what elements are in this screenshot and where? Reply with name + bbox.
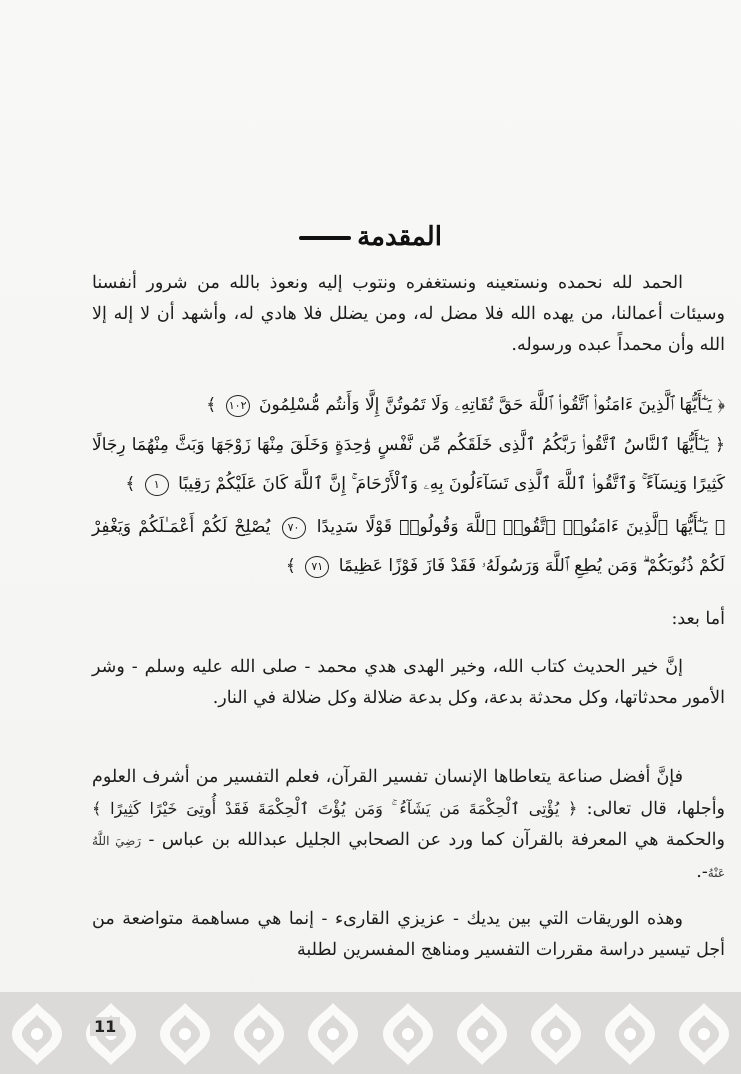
verse-block-3 [92, 508, 725, 586]
paragraph-2 [92, 762, 725, 889]
arabesque-ornament-icon [379, 1001, 437, 1067]
page-heading [0, 222, 741, 252]
intro-paragraph [92, 268, 725, 361]
arabesque-ornament-icon [527, 1001, 585, 1067]
arabesque-ornament-icon [675, 1001, 733, 1067]
heading-flourish [299, 236, 351, 240]
verse-text: ﴿ يَـٰٓأَيُّهَا ٱلنَّاسُ ٱتَّقُوا۟ رَبَّكُمُ ٱلَّذِى خَلَقَكُم مِّن نَّفْسٍ وَٰحِدَةٍ وَخَلَقَ مِنْهَا زَوْجَهَا وَبَثَّ مِنْهُمَا رِجَالًا كَثِيرًا وَنِسَآءً ۚ وَٱتَّقُوا۟ ٱللَّهَ ٱلَّذِى تَسَآءَلُونَ بِهِۦ وَٱلْأَرْحَامَ ۚ إِنَّ ٱللَّهَ كَانَ عَلَيْكُمْ رَقِيبًا [92, 435, 725, 494]
arabesque-ornament-icon [453, 1001, 511, 1067]
paragraph-2-end: -. [696, 862, 708, 882]
amma-baad [92, 604, 725, 635]
verse-text-continued: يُصْلِحْ لَكُمْ أَعْمَـٰلَكُمْ وَيَغْفِرْ لَكُمْ ذُنُوبَكُمْ ۗ وَمَن يُطِعِ ٱللَّهَ وَرَسُولَهُۥ فَقَدْ فَازَ فَوْزًا عَظِيمًا [92, 517, 725, 576]
paragraph-2-text-a: فإنَّ أفضل صناعة يتعاطاها الإنسان تفسير القرآن، فعلم التفسير من أشرف العلوم وأجلها، قال تعالى: [92, 767, 726, 819]
honorific-glyph: رَضِيَ اللَّهُ عَنْهُ [92, 834, 725, 880]
paragraph-1 [92, 652, 725, 714]
paragraph-2-text-b: والحكمة هي المعرفة بالقرآن كما ورد عن الصحابي الجليل عبدالله بن عباس - [148, 830, 725, 850]
verse-number: ١ [145, 474, 169, 496]
paragraph-3 [92, 904, 725, 966]
ornamental-footer [0, 992, 741, 1074]
amma-baad-text: أما بعد: [671, 609, 725, 629]
verse-text: ﴿ يَـٰٓأَيُّهَا ٱلَّذِينَ ءَامَنُوا۟ ٱتَّقُوا۟ ٱللَّهَ وَقُولُوا۟ قَوْلًا سَدِيدًا [316, 517, 726, 537]
arabesque-ornament-icon [601, 1001, 659, 1067]
verse-number: ٧١ [305, 556, 329, 578]
verse-close-bracket: ﴾ [206, 395, 217, 415]
paragraph-1-text: إنَّ خير الحديث كتاب الله، وخير الهدى هدي محمد - صلى الله عليه وسلم - وشر الأمور محدثاتها، وكل محدثة بدعة، وكل بدعة ضلالة وكل ضلالة في النار. [92, 657, 725, 708]
verse-close-bracket: ﴾ [285, 556, 296, 576]
verse-block-1 [92, 386, 725, 425]
arabesque-ornament-icon [156, 1001, 214, 1067]
arabesque-ornament-icon [8, 1001, 66, 1067]
paragraph-3-text: وهذه الوريقات التي بين يديك - عزيزي القارىء - إنما هي مساهمة متواضعة من أجل تيسير دراسة مقررات التفسير ومناهج المفسرين لطلبة [92, 909, 725, 960]
arabesque-ornament-icon [230, 1001, 288, 1067]
verse-number: ٧٠ [282, 517, 306, 539]
arabesque-ornament-icon [304, 1001, 362, 1067]
intro-text: الحمد لله نحمده ونستعينه ونستغفره ونتوب إليه ونعوذ بالله من شرور أنفسنا وسيئات أعمالنا، من يهده الله فلا مضل له، ومن يضلل فلا هادي له، وأشهد أن لا إله إلا الله وأن محمداً عبده ورسوله. [92, 273, 725, 355]
verse-number: ١٠٢ [226, 395, 250, 417]
verse-close-bracket: ﴾ [125, 474, 136, 494]
paragraph-2-verse: ﴿ يُؤْتِى ٱلْحِكْمَةَ مَن يَشَآءُ ۚ وَمَن يُؤْتَ ٱلْحِكْمَةَ فَقَدْ أُوتِىَ خَيْرًا كَثِيرًا ﴾ [92, 799, 578, 818]
verse-text: ﴿ يَـٰٓأَيُّهَا ٱلَّذِينَ ءَامَنُوا۟ ٱتَّقُوا۟ ٱللَّهَ حَقَّ تُقَاتِهِۦ وَلَا تَمُوتُنَّ إِلَّا وَأَنتُم مُّسْلِمُونَ [259, 395, 725, 415]
heading-text: المقدمة [357, 222, 442, 252]
verse-block-2 [92, 426, 725, 504]
page-number: 11 [90, 1017, 120, 1036]
